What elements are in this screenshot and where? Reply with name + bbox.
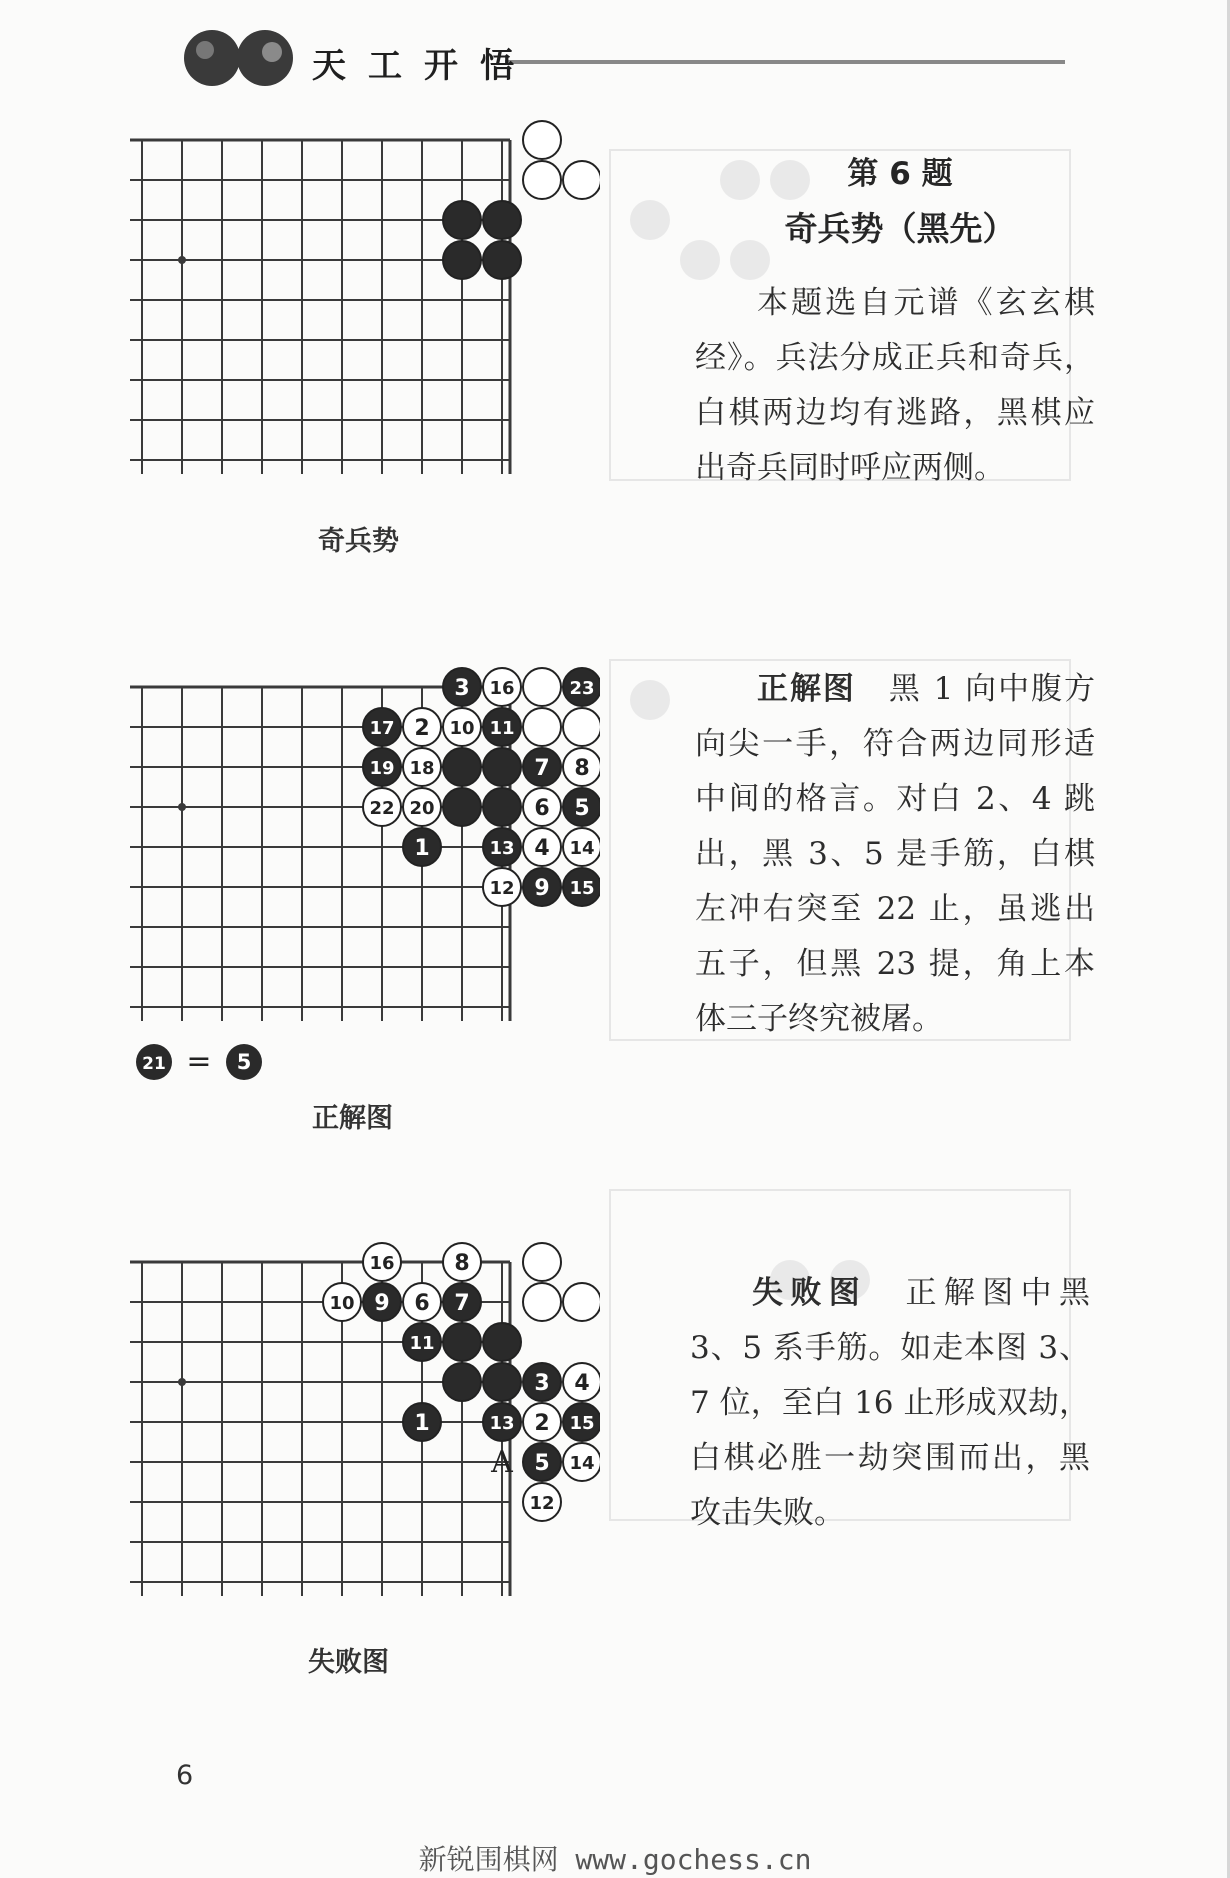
black-stone [403,828,441,866]
star-point [178,256,186,264]
white-stone [563,161,600,199]
black-stone [443,1283,481,1321]
black-stone [523,1443,561,1481]
stone-label: 23 [569,678,595,699]
white-stone [523,668,561,706]
stone-label: 11 [489,718,515,739]
solution-text: 黑 1 向中腹方向尖一手，符合两边同形适中间的格言。对白 2、4 跳出，黑 3、5 是手筋，白棋左冲右突至 22 止，虽逃出五子，但黑 23 提，角上本体三子终究被屠。 [695,671,1096,1037]
solution-lead: 正解图 [757,671,856,707]
stone-label: 5 [236,1050,252,1074]
stone-label: 15 [569,878,595,899]
problem-name: 奇兵势（黑先） [784,209,1016,248]
white-stone [363,1243,401,1281]
stone-label: 9 [374,1291,390,1316]
stone-label: 17 [369,718,395,739]
white-stone [403,788,441,826]
black-stone [403,1403,441,1441]
board-mark-letter: A [491,1445,513,1480]
stone-label: 2 [414,716,430,741]
go-board-problem [130,118,600,498]
black-stone [563,668,600,706]
black-stone [443,748,481,786]
stone-equivalence-note [134,1040,274,1088]
black-stone [403,1323,441,1361]
white-stone [483,668,521,706]
black-stone [523,1363,561,1401]
white-stone [523,1483,561,1521]
stone-label: 9 [534,876,550,901]
stone-label: 18 [409,758,435,779]
stone-label: 5 [574,796,590,821]
star-point [178,1378,186,1386]
stone-label: 8 [574,756,590,781]
stone-label: 13 [489,838,515,859]
failure-text: 正解图中黑 3、5 系手筋。如走本图 3、7 位，至白 16 止形成双劫，白棋必胜一劫突围而出，黑攻击失败。 [690,1275,1090,1531]
black-stone [483,1363,521,1401]
stone-label: 10 [329,1293,355,1314]
equivalence-note-graphic [134,1040,274,1084]
stone-label: 22 [369,798,395,819]
stone-label: 15 [569,1413,595,1434]
white-stone [563,748,600,786]
site-watermark: 新锐围棋网 www.gochess.cn [418,1843,812,1876]
white-stone [403,748,441,786]
black-stone [363,748,401,786]
stone-label: 6 [414,1291,430,1316]
black-stone [563,868,600,906]
black-stone [483,241,521,279]
page-header [0,0,1230,130]
white-stone [563,1283,600,1321]
failure-lead: 失败图 [752,1275,868,1311]
white-stone [563,828,600,866]
stone-label: 7 [454,1291,470,1316]
star-point [178,803,186,811]
go-board-failure [130,1240,600,1620]
white-stone [523,1283,561,1321]
white-stone [523,161,561,199]
solution-paragraph [695,662,1095,1047]
problem-intro: 本题选自元谱《玄玄棋经》。兵法分成正兵和奇兵，白棋两边均有逃路，黑棋应出奇兵同时呼应两侧。 [695,285,1095,486]
problem-number: 第 6 题 [847,156,953,192]
two-go-stones-icon [184,30,293,86]
diagram-caption-solution: 正解图 [312,1103,393,1134]
black-stone [523,748,561,786]
black-stone [443,1363,481,1401]
stone-label: 16 [489,678,515,699]
stone-label: 8 [454,1251,470,1276]
black-stone [523,868,561,906]
book-title: 天工开悟 [312,46,536,86]
white-stone [523,1243,561,1281]
board-grid [130,140,510,474]
white-stone [523,828,561,866]
white-stone [403,708,441,746]
black-stone [363,1283,401,1321]
black-stone [443,1323,481,1361]
stone-label: 5 [534,1451,550,1476]
white-stone [563,708,600,746]
white-stone [443,1243,481,1281]
black-stone [483,708,521,746]
header-decoration [0,0,1230,130]
white-stone [523,788,561,826]
stone-label: 3 [454,676,470,701]
black-stone [563,788,600,826]
stone-label: 10 [449,718,475,739]
black-stone [443,788,481,826]
page-number: 6 [176,1760,194,1791]
black-stone [443,668,481,706]
go-board-solution [130,665,600,1065]
diagram-caption-problem: 奇兵势 [318,526,399,557]
failure-paragraph [690,1266,1090,1541]
stone-label: 1 [414,836,430,861]
white-stone [443,708,481,746]
stone-label: 1 [414,1411,430,1436]
stone-label: 14 [569,1453,595,1474]
white-stone [563,1443,600,1481]
stone-label: 20 [409,798,435,819]
white-stone [523,708,561,746]
black-stone [363,708,401,746]
stone-label: 19 [369,758,395,779]
stone-label: 2 [534,1411,550,1436]
black-stone [483,201,521,239]
black-stone [443,201,481,239]
black-stone [443,241,481,279]
stone-label: 11 [409,1333,435,1354]
white-stone [523,1403,561,1441]
white-stone [483,868,521,906]
white-stone [523,121,561,159]
black-stone [483,748,521,786]
black-stone [483,788,521,826]
stone-label: 16 [369,1253,395,1274]
equals-sign: = [186,1044,212,1079]
diagram-caption-failure: 失败图 [308,1647,389,1678]
stone-label: 6 [534,796,550,821]
white-stone [363,788,401,826]
white-stone [403,1283,441,1321]
black-stone [563,1403,600,1441]
black-stone [483,828,521,866]
black-stone [483,1403,521,1441]
white-stone [323,1283,361,1321]
stone-label: 13 [489,1413,515,1434]
stone-label: 7 [534,756,550,781]
stone-label: 4 [574,1371,590,1396]
stone-label: 12 [529,1493,555,1514]
stone-label: 21 [142,1054,166,1074]
stone-label: 4 [534,836,550,861]
stone-label: 12 [489,878,515,899]
white-stone [563,1363,600,1401]
black-stone [483,1323,521,1361]
stone-label: 3 [534,1371,550,1396]
stone-label: 14 [569,838,595,859]
